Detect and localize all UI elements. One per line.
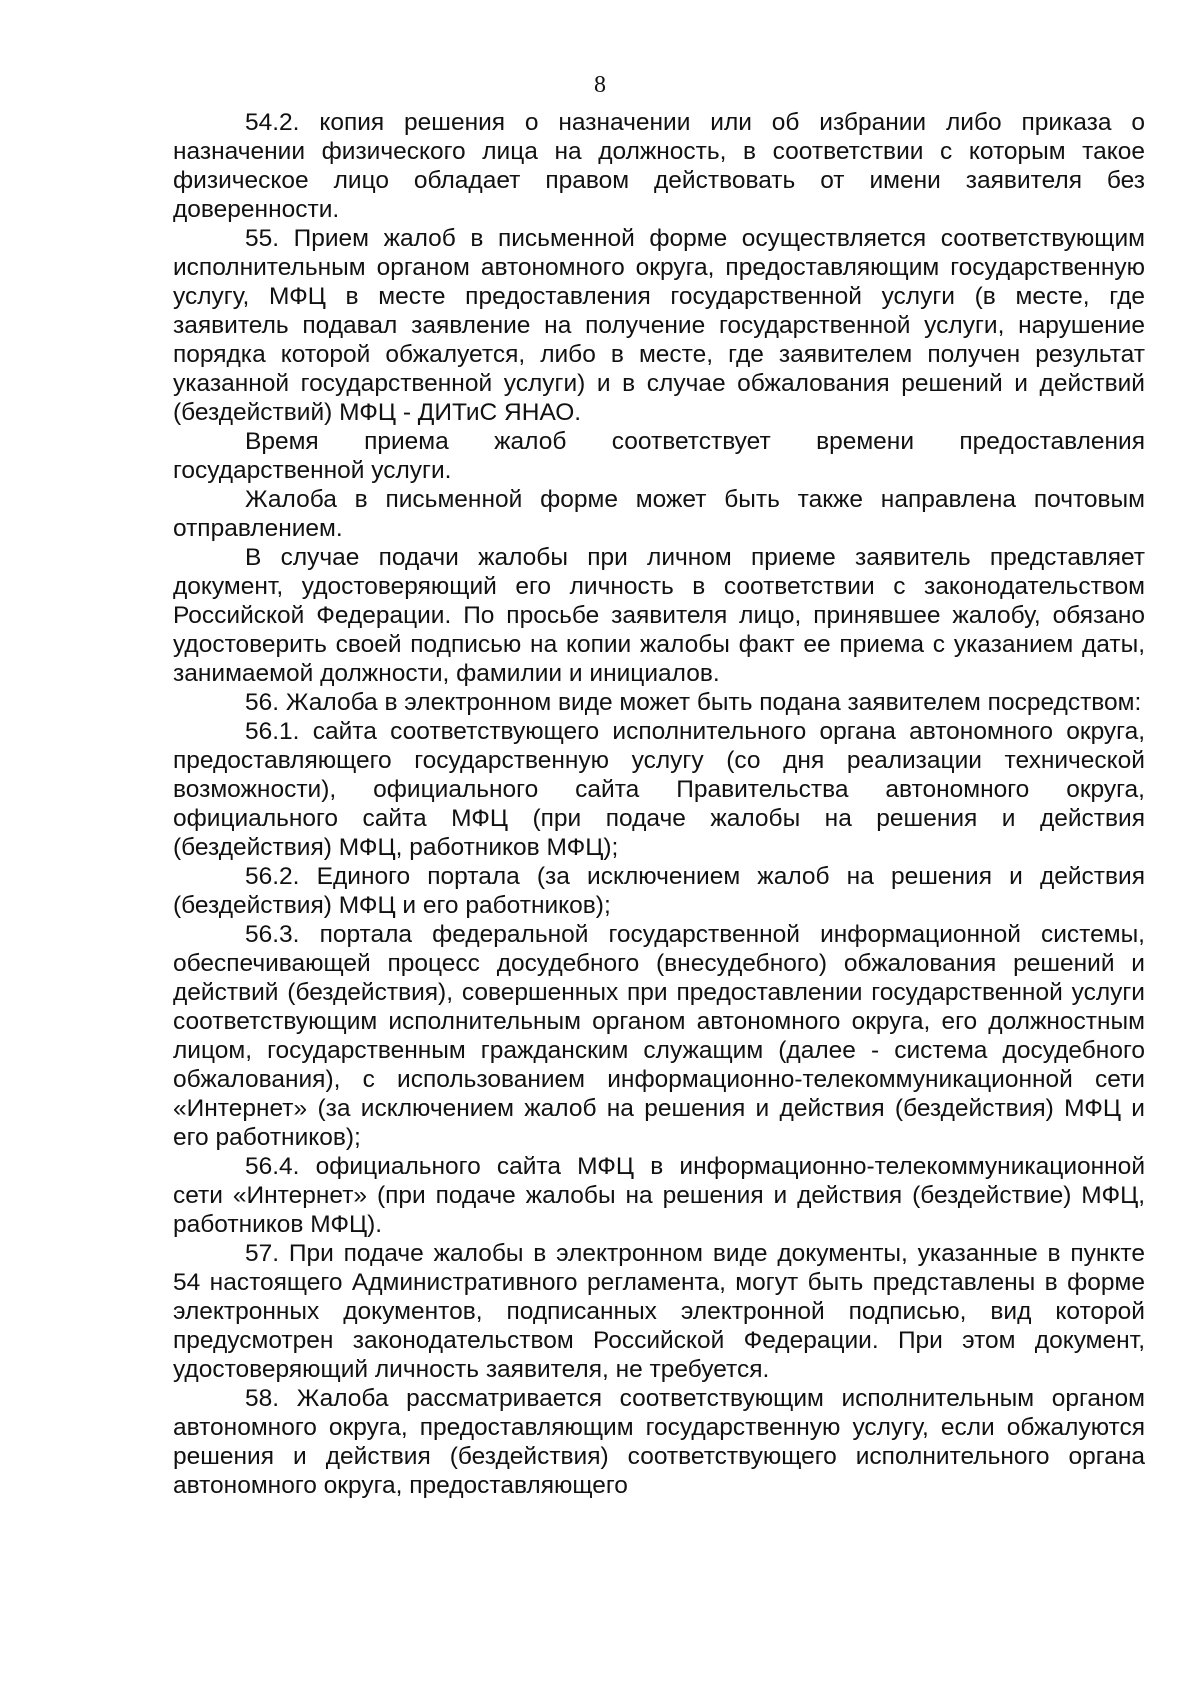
page-number: 8 [594,72,606,98]
paragraph-56: 56. Жалоба в электронном виде может быть подана заявителем посредством: [245,689,1142,716]
document-body [173,108,1145,1500]
paragraph-56-2: 56.2. Единого портала (за исключением жалоб на решения и действия (бездействия) МФЦ и его работников); [173,863,1145,919]
paragraph-55: 55. Прием жалоб в письменной форме осуществляется соответствующим исполнительным органом автономного округа, предоставляющим государственную услугу, МФЦ в месте предоставления государственной услуги (в месте, где заявитель подавал заявление на получение государственной услуги, нарушение порядка которой обжалуется, либо в месте, где заявителем получен результат указанной государственной услуги) и в случае обжалования решений и действий (бездействий) МФЦ - ДИТиС ЯНАО. [173,225,1145,426]
paragraph-56-1: 56.1. сайта соответствующего исполнительного органа автономного округа, предоставляющего государственную услугу (со дня реализации технической возможности), официального сайта Правительства автономного округа, официального сайта МФЦ (при подаче жалобы на решения и действия (бездействия) МФЦ, работников МФЦ); [173,718,1145,861]
paragraph-reception-time: Время приема жалоб соответствует времени предоставления государственной услуги. [173,428,1145,484]
paragraph-56-4: 56.4. официального сайта МФЦ в информационно-телекоммуникационной сети «Интернет» (при подаче жалобы на решения и действия (бездействие) МФЦ, работников МФЦ). [173,1153,1145,1238]
paragraph-postal-submission: Жалоба в письменной форме может быть также направлена почтовым отправлением. [173,486,1145,542]
paragraph-57: 57. При подаче жалобы в электронном виде документы, указанные в пункте 54 настоящего Административного регламента, могут быть представлены в форме электронных документов, подписанных электронной подписью, вид которой предусмотрен законодательством Российской Федерации. При этом документ, удостоверяющий личность заявителя, не требуется. [173,1240,1145,1383]
paragraph-58: 58. Жалоба рассматривается соответствующим исполнительным органом автономного округа, предоставляющим государственную услугу, если обжалуются решения и действия (бездействия) соответствующего исполнительного органа автономного округа, предоставляющего [173,1385,1145,1499]
paragraph-56-3: 56.3. портала федеральной государственной информационной системы, обеспечивающей процесс досудебного (внесудебного) обжалования решений и действий (бездействия), совершенных при предоставлении государственной услуги соответствующим исполнительным органом автономного округа, его должностным лицом, государственным гражданским служащим (далее - система досудебного обжалования), с использованием информационно-телекоммуникационной сети «Интернет» (за исключением жалоб на решения и действия (бездействия) МФЦ и его работников); [173,921,1145,1151]
paragraph-personal-submission: В случае подачи жалобы при личном приеме заявитель представляет документ, удостоверяющий его личность в соответствии с законодательством Российской Федерации. По просьбе заявителя лицо, принявшее жалобу, обязано удостоверить своей подписью на копии жалобы факт ее приема с указанием даты, занимаемой должности, фамилии и инициалов. [173,544,1145,687]
paragraph-54-2: 54.2. копия решения о назначении или об избрании либо приказа о назначении физического лица на должность, в соответствии с которым такое физическое лицо обладает правом действовать от имени заявителя без доверенности. [173,109,1145,223]
